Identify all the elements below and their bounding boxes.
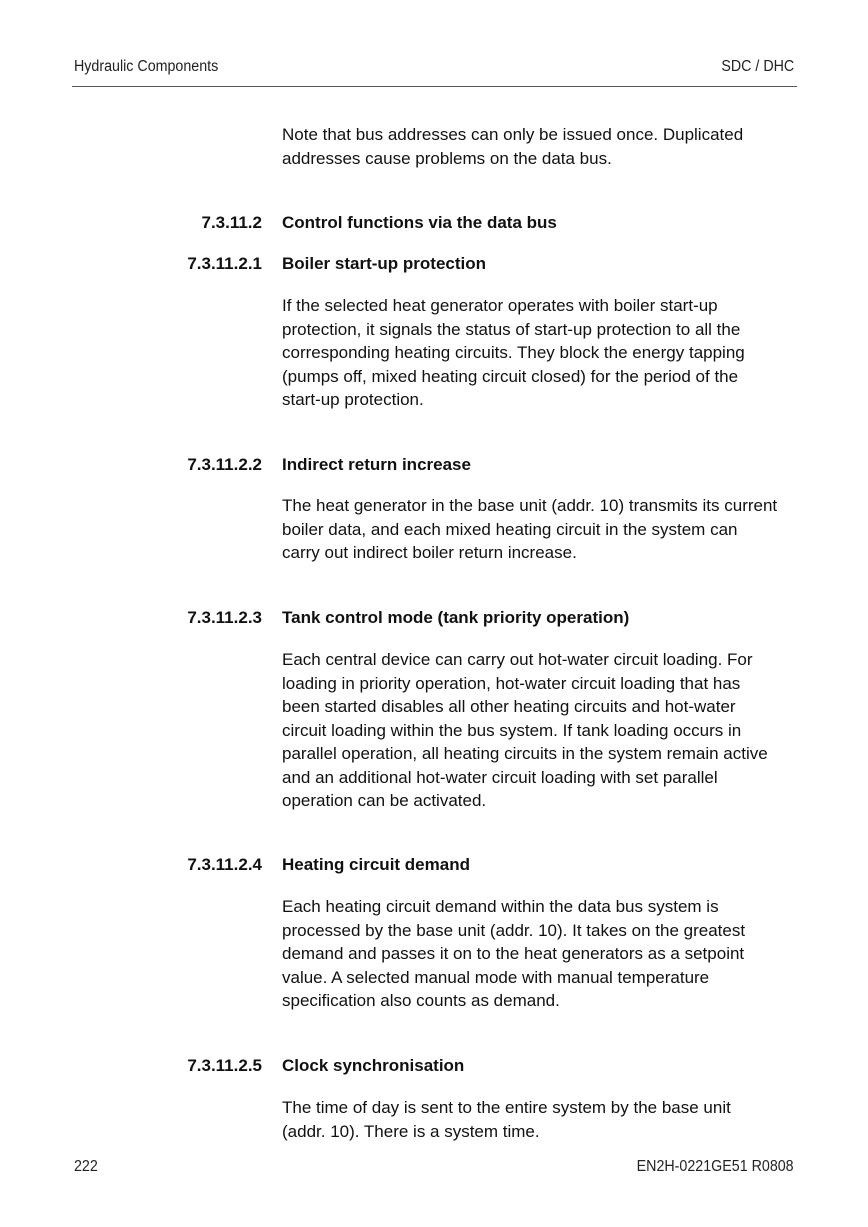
text-line: Note that bus addresses can only be issued once. Duplicated (282, 125, 744, 144)
subsection-number: 7.3.11.2.5 (187, 1056, 262, 1075)
subsection-title: Boiler start-up protection (282, 254, 487, 273)
text-line: circuit loading within the bus system. If tank loading occurs in (282, 720, 742, 740)
subsection-number: 7.3.11.2.2 (187, 455, 262, 474)
subsection-paragraph (282, 294, 802, 412)
text-line: Each heating circuit demand within the data bus system is (282, 897, 719, 916)
text-line: value. A selected manual mode with manual temperature (282, 967, 710, 987)
subsection-paragraph (282, 895, 802, 1013)
text-line: operation can be activated. (282, 791, 487, 810)
running-header-title: Hydraulic Components (74, 58, 219, 75)
text-line: parallel operation, all heating circuits in the system remain active (282, 744, 768, 763)
text-line: corresponding heating circuits. They block the energy tapping (282, 343, 745, 362)
text-line: specification also counts as demand. (282, 991, 560, 1010)
subsection-title: Indirect return increase (282, 455, 471, 474)
text-line: start-up protection. (282, 390, 424, 409)
subsection-paragraph (282, 648, 802, 813)
text-line: (pumps off, mixed heating circuit closed) for the period of the (282, 366, 739, 386)
document-code: EN2H-0221GE51 R0808 (637, 1158, 794, 1175)
text-line: demand and passes it on to the heat generators as a setpoint (282, 944, 745, 963)
text-line: been started disables all other heating circuits and hot-water (282, 697, 736, 716)
text-line: processed by the base unit (addr. 10). It takes on the greatest (282, 920, 746, 940)
text-line: If the selected heat generator operates with boiler start-up (282, 296, 718, 315)
intro-paragraph (282, 123, 802, 170)
text-line: boiler data, and each mixed heating circuit in the system can (282, 519, 738, 539)
text-line: carry out indirect boiler return increase. (282, 543, 577, 562)
text-line: The heat generator in the base unit (addr. 10) transmits its current (282, 496, 778, 515)
subsection-paragraph (282, 1096, 802, 1143)
text-line: Each central device can carry out hot-water circuit loading. For (282, 650, 753, 669)
subsection-title: Tank control mode (tank priority operation) (282, 608, 630, 627)
subsection-number: 7.3.11.2.1 (187, 254, 262, 273)
text-line: protection, it signals the status of start-up protection to all the (282, 319, 741, 339)
header-divider (72, 86, 797, 87)
subsection-title: Clock synchronisation (282, 1056, 465, 1075)
text-line: addresses cause problems on the data bus. (282, 148, 612, 168)
subsection-number: 7.3.11.2.4 (187, 855, 262, 874)
running-header-product: SDC / DHC (721, 58, 794, 75)
subsection-paragraph (282, 494, 802, 565)
page-number: 222 (74, 1158, 98, 1175)
subsection-number: 7.3.11.2.3 (187, 608, 262, 627)
section-title: Control functions via the data bus (282, 213, 557, 232)
text-line: and an additional hot-water circuit loading with set parallel (282, 767, 718, 787)
text-line: The time of day is sent to the entire system by the base unit (282, 1098, 731, 1117)
text-line: loading in priority operation, hot-water circuit loading that has (282, 673, 741, 693)
section-number: 7.3.11.2 (201, 213, 262, 232)
subsection-title: Heating circuit demand (282, 855, 470, 874)
text-line: (addr. 10). There is a system time. (282, 1121, 540, 1141)
